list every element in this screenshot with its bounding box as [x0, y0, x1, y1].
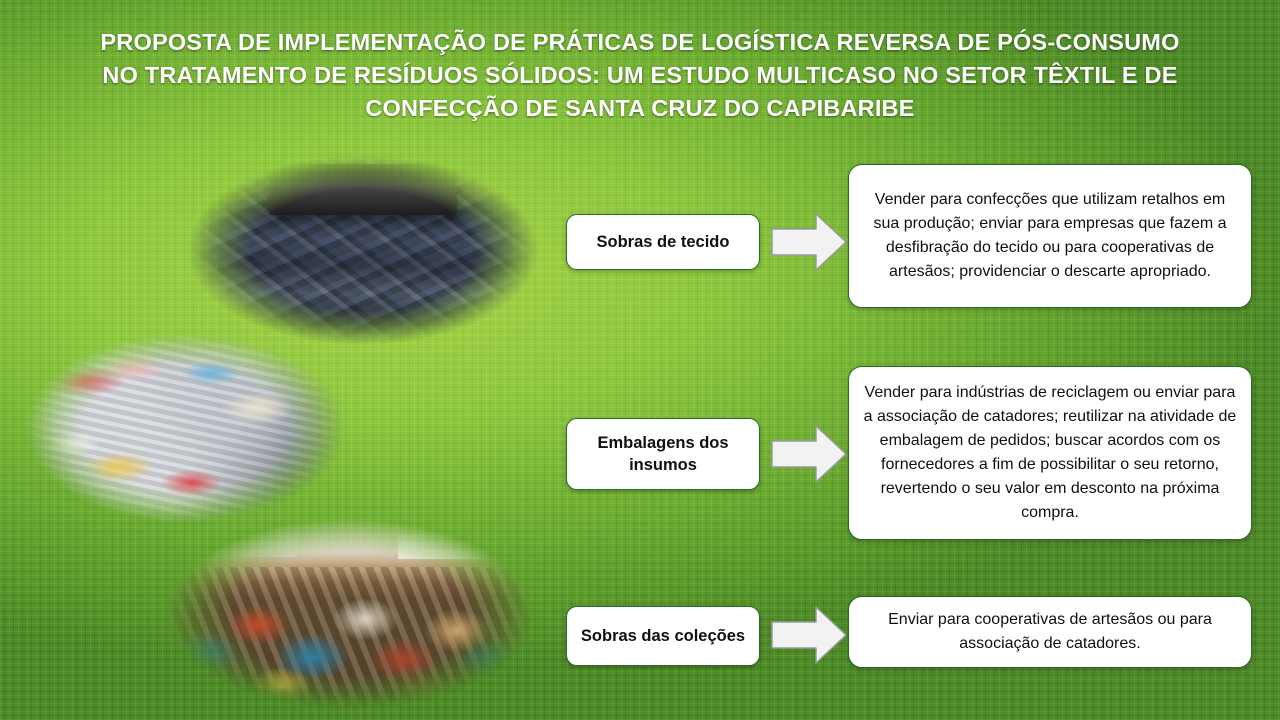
- title-line-2: NO TRATAMENTO DE RESÍDUOS SÓLIDOS: UM ESTUDO MULTICASO NO SETOR TÊXTIL E DE: [102, 62, 1178, 88]
- label-sobras-de-tecido-text: Sobras de tecido: [596, 233, 730, 251]
- collections-photo: [160, 516, 540, 712]
- collections-photo-image: [160, 516, 540, 712]
- title-line-1: PROPOSTA DE IMPLEMENTAÇÃO DE PRÁTICAS DE LOGÍSTICA REVERSA DE PÓS-CONSUMO: [100, 29, 1180, 55]
- right-arrow-icon: [770, 423, 848, 485]
- title-line-3: CONFECÇÃO DE SANTA CRUZ DO CAPIBARIBE: [365, 95, 915, 121]
- label-embalagens-dos-insumos-text: Embalagens dos insumos: [597, 434, 729, 474]
- page-title: [30, 26, 1250, 125]
- fabric-scraps-photo-image: [182, 152, 544, 348]
- action-sobras-de-tecido: [848, 164, 1252, 308]
- action-sobras-das-colecoes: [848, 596, 1252, 668]
- fabric-scraps-photo: [182, 152, 544, 348]
- packaging-photo: [20, 330, 350, 526]
- action-sobras-das-colecoes-text: Enviar para cooperativas de artesãos ou para associação de catadores.: [888, 611, 1212, 652]
- label-sobras-das-colecoes: [566, 606, 760, 666]
- right-arrow-icon: [770, 604, 848, 666]
- packaging-photo-image: [20, 330, 350, 526]
- label-sobras-de-tecido: [566, 214, 760, 270]
- action-sobras-de-tecido-text: Vender para confecções que utilizam retalhos em sua produção; enviar para empresas que fazem a desfibração do tecido ou para cooperativas de artesãos; providenciar o descarte apropriado.: [873, 191, 1227, 280]
- action-embalagens-dos-insumos: [848, 366, 1252, 540]
- label-embalagens-dos-insumos: [566, 418, 760, 490]
- label-sobras-das-colecoes-text: Sobras das coleções: [580, 627, 746, 645]
- right-arrow-icon: [770, 211, 848, 273]
- action-embalagens-dos-insumos-text: Vender para indústrias de reciclagem ou enviar para a associação de catadores; reutilizar na atividade de embalagem de pedidos; buscar acordos com os fornecedores a fim de possibilitar o seu retorno, revertendo o seu valor em desconto na próxima compra.: [863, 384, 1237, 521]
